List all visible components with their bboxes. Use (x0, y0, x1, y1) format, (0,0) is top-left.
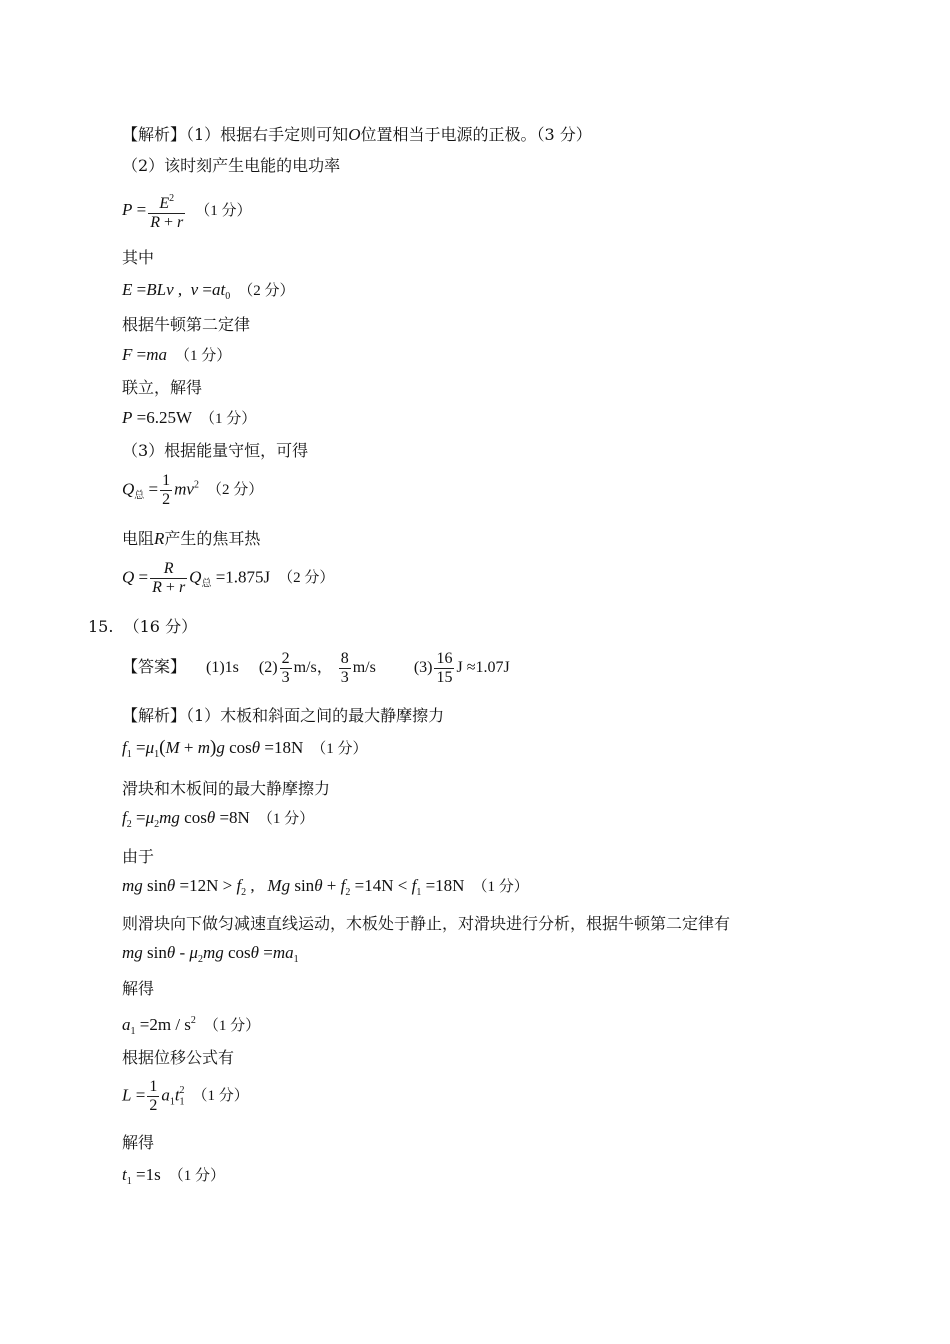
analysis-line-1: 【解析】（1）根据右手定则可知O位置相当于电源的正极。（3 分） (122, 125, 592, 144)
slide-text: 滑块和木板间的最大静摩擦力 (122, 779, 331, 798)
youyu-text: 由于 (122, 847, 155, 866)
joule-text: 电阻R产生的焦耳热 (122, 529, 261, 548)
formula-displacement: L = $\frac{1}{2}$ $a_1t_1^2$ （1 分） (122, 1078, 249, 1114)
newton-text: 根据牛顿第二定律 (122, 315, 251, 334)
formula-newton-slider: mg sinθ - $\mu_2mg$ $\cos\theta =ma_1$ (122, 943, 299, 965)
formula-total-heat: $Q_总$ = $\frac{1}{2}$ $mv^2$ （2 分） (122, 472, 264, 508)
formula-power-value: P =6.25W （1 分） (122, 408, 257, 427)
analysis-15-line-1: 【解析】（1）木板和斜面之间的最大静摩擦力 (122, 706, 445, 725)
formula-emf: E =BLv , $v =at_0$ （2 分） (122, 280, 295, 302)
formula-resistor-heat: Q = $\frac{R}{R + r}$ $Q_总 =1.875J$ （2 分） (122, 560, 335, 596)
jiede-text-1: 解得 (122, 979, 155, 998)
formula-force: F =ma （1 分） (122, 345, 232, 364)
formula-a1: $a_1 =2m / s^2$ （1 分） (122, 1015, 261, 1037)
lianli-text: 联立，解得 (122, 378, 203, 397)
analysis-line-2: （2）该时刻产生电能的电功率 (122, 156, 341, 175)
displacement-text: 根据位移公式有 (122, 1048, 235, 1067)
formula-t1: $t_1 =1s$ （1 分） (122, 1165, 225, 1187)
formula-compare: mg $\sin\theta =12N > f_2$ , Mg $\sin\theta + f_2 =14N < f_1 =18N$ （1 分） (122, 876, 529, 898)
answer-line: 【答案】 (1)1s (2) $\frac{2}{3}$ m/s， $\frac{8}{3}$ m/s (3) $\frac{16}{15}$ J ≈1.07J (122, 650, 510, 686)
formula-power: P = $\frac{E^2}{R + r}$ （1 分） (122, 193, 252, 231)
energy-text: （3）根据能量守恒，可得 (122, 441, 309, 460)
question-15-header: 15. （16 分） (88, 617, 198, 636)
formula-f2: $f_2 =\mu_2mg$ cosθ =8N （1 分） (122, 808, 315, 830)
formula-f1: $f_1 =\mu_1(M + m)g$ cosθ =18N （1 分） (122, 737, 368, 760)
motion-text: 则滑块向下做匀减速直线运动，木板处于静止，对滑块进行分析，根据牛顿第二定律有 (122, 914, 731, 933)
jiede-text-2: 解得 (122, 1133, 155, 1152)
qizhong-text: 其中 (122, 248, 155, 267)
